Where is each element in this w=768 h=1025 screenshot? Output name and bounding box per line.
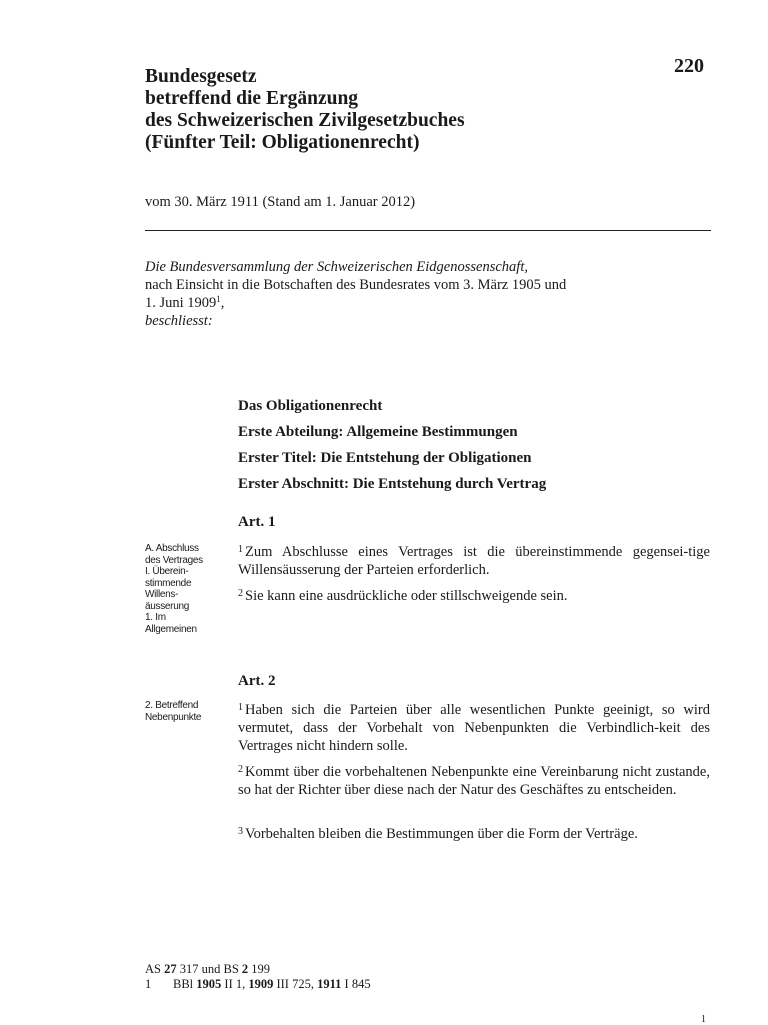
paragraph-number: 1 bbox=[238, 702, 243, 713]
page-number: 220 bbox=[674, 55, 704, 77]
article-paragraph bbox=[238, 541, 710, 579]
title-line: betreffend die Ergänzung bbox=[145, 88, 359, 109]
document-title bbox=[145, 66, 465, 154]
page-corner-mark: 1 bbox=[701, 1014, 706, 1025]
heading: Erster Abschnitt: Die Entstehung durch Vertrag bbox=[238, 476, 547, 492]
preamble bbox=[145, 258, 665, 330]
paragraph-number: 3 bbox=[238, 826, 243, 837]
heading: Das Obligationenrecht bbox=[238, 398, 383, 414]
fn-year: 1911 bbox=[317, 977, 342, 991]
fn-volume: 27 bbox=[164, 962, 177, 976]
margin-line: Nebenpunkte bbox=[145, 711, 202, 723]
heading: Erste Abteilung: Allgemeine Bestimmungen bbox=[238, 424, 518, 440]
title-line: des Schweizerischen Zivilgesetzbuches bbox=[145, 110, 465, 131]
paragraph-text: Zum Abschlusse eines Vertrages ist die übereinstimmende gegensei-tige Willensäusserung der Parteien erforderlich. bbox=[238, 544, 710, 578]
margin-line: 2. Betreffend bbox=[145, 700, 199, 711]
preamble-line: nach Einsicht in die Botschaften des Bundesrates vom 3. März 1905 und bbox=[145, 277, 567, 293]
article-title: Art. 1 bbox=[238, 514, 276, 530]
margin-line: äusserung bbox=[145, 600, 189, 612]
article-paragraph bbox=[238, 823, 710, 843]
fn-year: 1905 bbox=[196, 977, 222, 991]
horizontal-divider bbox=[145, 230, 711, 231]
preamble-comma: , bbox=[220, 295, 225, 311]
heading: Erster Titel: Die Entstehung der Obligationen bbox=[238, 450, 532, 466]
footnote-1 bbox=[145, 977, 371, 992]
section-headings bbox=[238, 393, 546, 497]
footnotes bbox=[145, 962, 371, 992]
article-paragraph bbox=[238, 699, 710, 755]
preamble-assembly: Die Bundesversammlung der Schweizerischen Eidgenossenschaft, bbox=[145, 259, 528, 275]
margin-line: A. Abschluss bbox=[145, 543, 199, 554]
fn-volume: 2 bbox=[241, 962, 249, 976]
paragraph-text: Haben sich die Parteien über alle wesentlichen Punkte geeinigt, so wird vermutet, dass der Vorbehalt von Nebenpunkten die Verbindlich-keit des Vertrages nicht hindern solle. bbox=[238, 702, 710, 754]
article-paragraph bbox=[238, 761, 710, 799]
paragraph-number: 2 bbox=[238, 588, 243, 599]
paragraph-text: Vorbehalten bleiben die Bestimmungen über die Form der Verträge. bbox=[245, 826, 638, 842]
preamble-date: 1. Juni 1909 bbox=[145, 295, 217, 311]
fn-text: III 725, bbox=[273, 977, 318, 991]
fn-text: AS bbox=[145, 962, 165, 976]
paragraph-text: Kommt über die vorbehaltenen Nebenpunkte eine Vereinbarung nicht zustande, so hat der Richter über diese nach der Natur des Geschäftes zu entscheiden. bbox=[238, 764, 710, 798]
margin-note bbox=[145, 543, 227, 635]
paragraph-number: 2 bbox=[238, 764, 243, 775]
margin-line: 1. Im bbox=[145, 612, 166, 623]
title-line: Bundesgesetz bbox=[145, 66, 257, 87]
preamble-resolves: beschliesst: bbox=[145, 313, 213, 329]
article-paragraph bbox=[238, 585, 710, 605]
preamble-line bbox=[145, 294, 665, 312]
margin-line: I. Überein- bbox=[145, 566, 189, 577]
margin-line: Allgemeinen bbox=[145, 623, 197, 635]
margin-line: des Vertrages bbox=[145, 554, 203, 566]
fn-year: 1909 bbox=[248, 977, 274, 991]
margin-line: Willens- bbox=[145, 589, 179, 600]
article-title: Art. 2 bbox=[238, 673, 276, 689]
fn-text: I 845 bbox=[341, 977, 371, 991]
footnote-marker: 1 bbox=[145, 977, 152, 991]
fn-text: 199 bbox=[248, 962, 271, 976]
margin-note bbox=[145, 700, 227, 723]
fn-text: II 1, bbox=[221, 977, 249, 991]
margin-line: stimmende bbox=[145, 577, 192, 589]
footnote-source bbox=[145, 962, 371, 977]
paragraph-number: 1 bbox=[238, 544, 243, 555]
date-line: vom 30. März 1911 (Stand am 1. Januar 2012) bbox=[145, 194, 416, 210]
paragraph-text: Sie kann eine ausdrückliche oder stillschweigende sein. bbox=[245, 588, 568, 604]
fn-text: BBl bbox=[173, 977, 197, 991]
title-line: (Fünfter Teil: Obligationenrecht) bbox=[145, 132, 420, 153]
fn-text: 317 und BS bbox=[176, 962, 242, 976]
footnote-ref: 1 bbox=[216, 294, 221, 304]
